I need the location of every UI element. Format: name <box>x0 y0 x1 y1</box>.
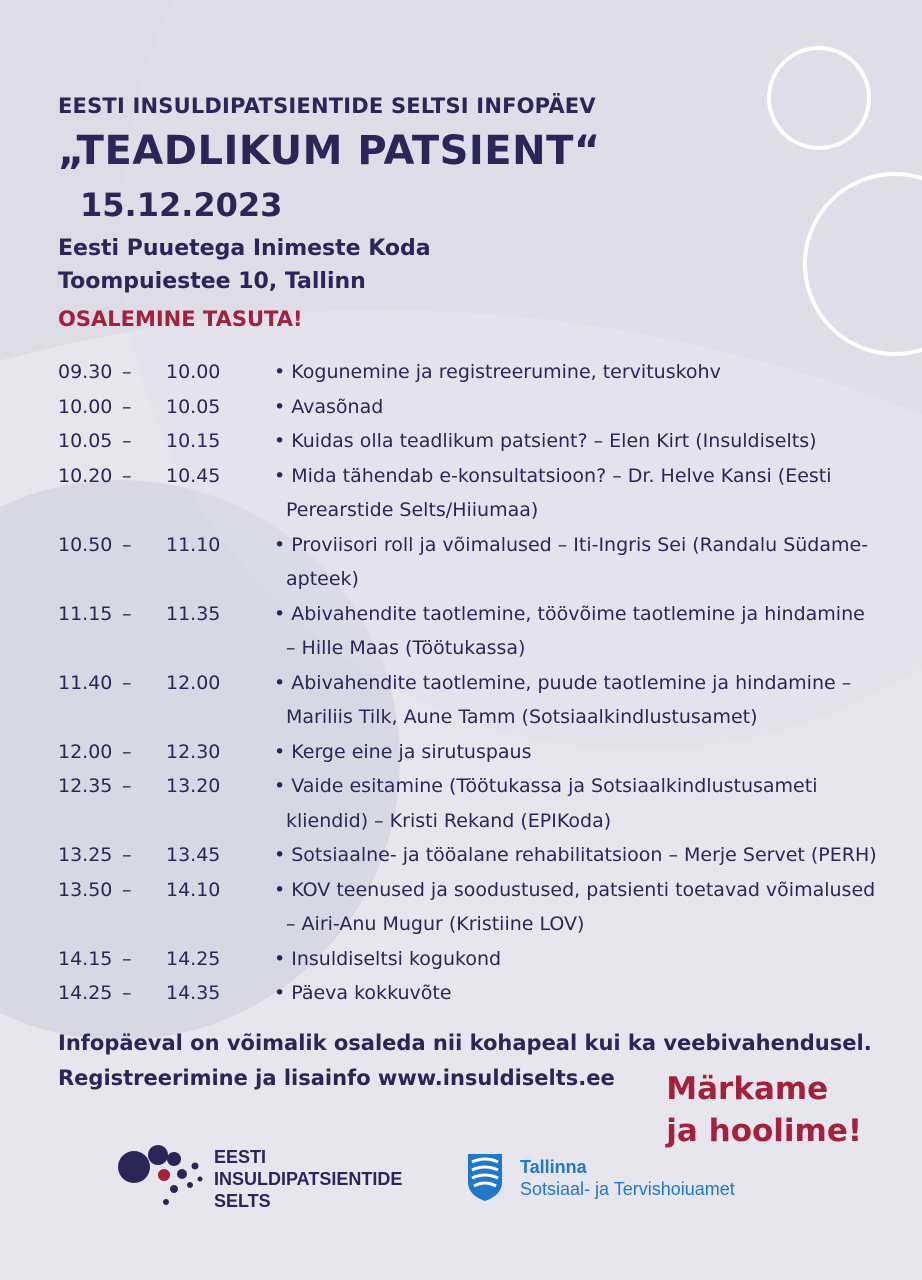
event-title: „TEADLIKUM PATSIENT“ <box>58 128 601 174</box>
session-description: • Insuldiseltsi kogukond <box>274 947 502 970</box>
slogan-line-2: ja hoolime! <box>666 1113 862 1149</box>
session-description: • KOV teenused ja soodustused, patsienti toetavad võimalused – Airi-Anu Mugur (Kristiine LOV) <box>274 878 876 935</box>
tallinn-department-logo-text: Tallinna Sotsiaal- ja Tervishoiuamet <box>520 1157 735 1199</box>
venue-name: Eesti Puuetega Inimeste Koda <box>58 236 431 261</box>
session-description: • Kerge eine ja sirutuspaus <box>274 740 532 763</box>
time-separator: – <box>122 671 132 694</box>
schedule-list <box>58 355 878 1011</box>
start-time: 12.00 <box>58 740 113 763</box>
tallinn-shield-icon <box>466 1152 504 1202</box>
venue-address: Toompuiestee 10, Tallinn <box>58 269 366 294</box>
time-separator: – <box>122 533 132 556</box>
session-description: • Avasõnad <box>274 395 384 418</box>
free-participation-notice: OSALEMINE TASUTA! <box>58 307 303 331</box>
time-separator: – <box>122 844 132 866</box>
end-time: 10.05 <box>166 395 221 418</box>
end-time: 11.35 <box>166 602 221 625</box>
time-separator: – <box>122 395 132 418</box>
schedule-row <box>58 528 878 597</box>
schedule-row <box>58 390 878 425</box>
schedule-row <box>58 838 878 873</box>
time-separator: – <box>122 740 132 763</box>
start-time: 10.00 <box>58 395 113 418</box>
start-time: 14.25 <box>58 982 113 1004</box>
end-time: 11.10 <box>166 533 221 556</box>
schedule-row <box>58 976 878 1011</box>
end-time: 14.10 <box>166 878 221 901</box>
event-organizer-heading: EESTI INSULDIPATSIENTIDE SELTSI INFOPÄEV <box>58 94 596 118</box>
session-description: • Abivahendite taotlemine, puude taotlemine ja hindamine – Mariliis Tilk, Aune Tamm (Sotsiaalkindlustusamet) <box>274 671 852 728</box>
time-separator: – <box>122 361 132 383</box>
time-separator: – <box>122 982 132 1004</box>
time-separator: – <box>122 947 132 970</box>
end-time: 12.30 <box>166 740 221 763</box>
stroke-society-logo-text: EESTI INSULDIPATSIENTIDE SELTS <box>214 1147 403 1211</box>
participation-info: Infopäeval on võimalik osaleda nii kohapeal kui ka veebivahendusel. <box>58 1031 872 1055</box>
schedule-row <box>58 666 878 735</box>
registration-info: Registreerimine ja lisainfo www.insuldiselts.ee <box>58 1066 615 1090</box>
time-separator: – <box>122 602 132 625</box>
start-time: 10.50 <box>58 533 113 556</box>
session-description: • Sotsiaalne- ja tööalane rehabilitatsioon – Merje Servet (PERH) <box>274 844 877 866</box>
schedule-row <box>58 873 878 942</box>
session-description: • Mida tähendab e-konsultatsioon? – Dr. Helve Kansi (Eesti Perearstide Selts/Hiiumaa) <box>274 464 832 521</box>
slogan <box>666 1068 862 1152</box>
stroke-society-logo-icon <box>116 1142 208 1210</box>
schedule-row <box>58 942 878 977</box>
start-time: 10.20 <box>58 464 113 487</box>
start-time: 13.25 <box>58 844 113 866</box>
start-time: 11.40 <box>58 671 113 694</box>
end-time: 12.00 <box>166 671 221 694</box>
start-time: 13.50 <box>58 878 113 901</box>
end-time: 14.25 <box>166 947 221 970</box>
start-time: 12.35 <box>58 775 113 797</box>
start-time: 14.15 <box>58 947 113 970</box>
schedule-row <box>58 459 878 528</box>
end-time: 10.45 <box>166 464 221 487</box>
schedule-row <box>58 424 878 459</box>
event-date: 15.12.2023 <box>80 186 283 224</box>
end-time: 13.20 <box>166 775 221 797</box>
end-time: 13.45 <box>166 844 221 866</box>
time-separator: – <box>122 464 132 487</box>
start-time: 09.30 <box>58 361 113 383</box>
session-description: • Kuidas olla teadlikum patsient? – Elen Kirt (Insuldiselts) <box>274 430 817 452</box>
venue-block <box>58 232 431 298</box>
session-description: • Päeva kokkuvõte <box>274 982 452 1004</box>
session-description: • Vaide esitamine (Töötukassa ja Sotsiaalkindlustusameti kliendid) – Kristi Rekand (EPIKoda) <box>274 775 818 832</box>
session-description: • Abivahendite taotlemine, töövõime taotlemine ja hindamine – Hille Maas (Töötukassa) <box>274 602 865 659</box>
end-time: 10.15 <box>166 430 221 452</box>
start-time: 10.05 <box>58 430 113 452</box>
time-separator: – <box>122 430 132 452</box>
session-description: • Kogunemine ja registreerumine, tervituskohv <box>274 361 721 383</box>
time-separator: – <box>122 775 132 797</box>
session-description: • Proviisori roll ja võimalused – Iti-Ingris Sei (Randalu Südame-apteek) <box>274 533 869 590</box>
end-time: 10.00 <box>166 361 221 383</box>
slogan-line-1: Märkame <box>666 1071 829 1107</box>
schedule-row <box>58 355 878 390</box>
end-time: 14.35 <box>166 982 221 1004</box>
schedule-row <box>58 735 878 770</box>
schedule-row <box>58 769 878 838</box>
start-time: 11.15 <box>58 602 113 625</box>
schedule-row <box>58 597 878 666</box>
time-separator: – <box>122 878 132 901</box>
